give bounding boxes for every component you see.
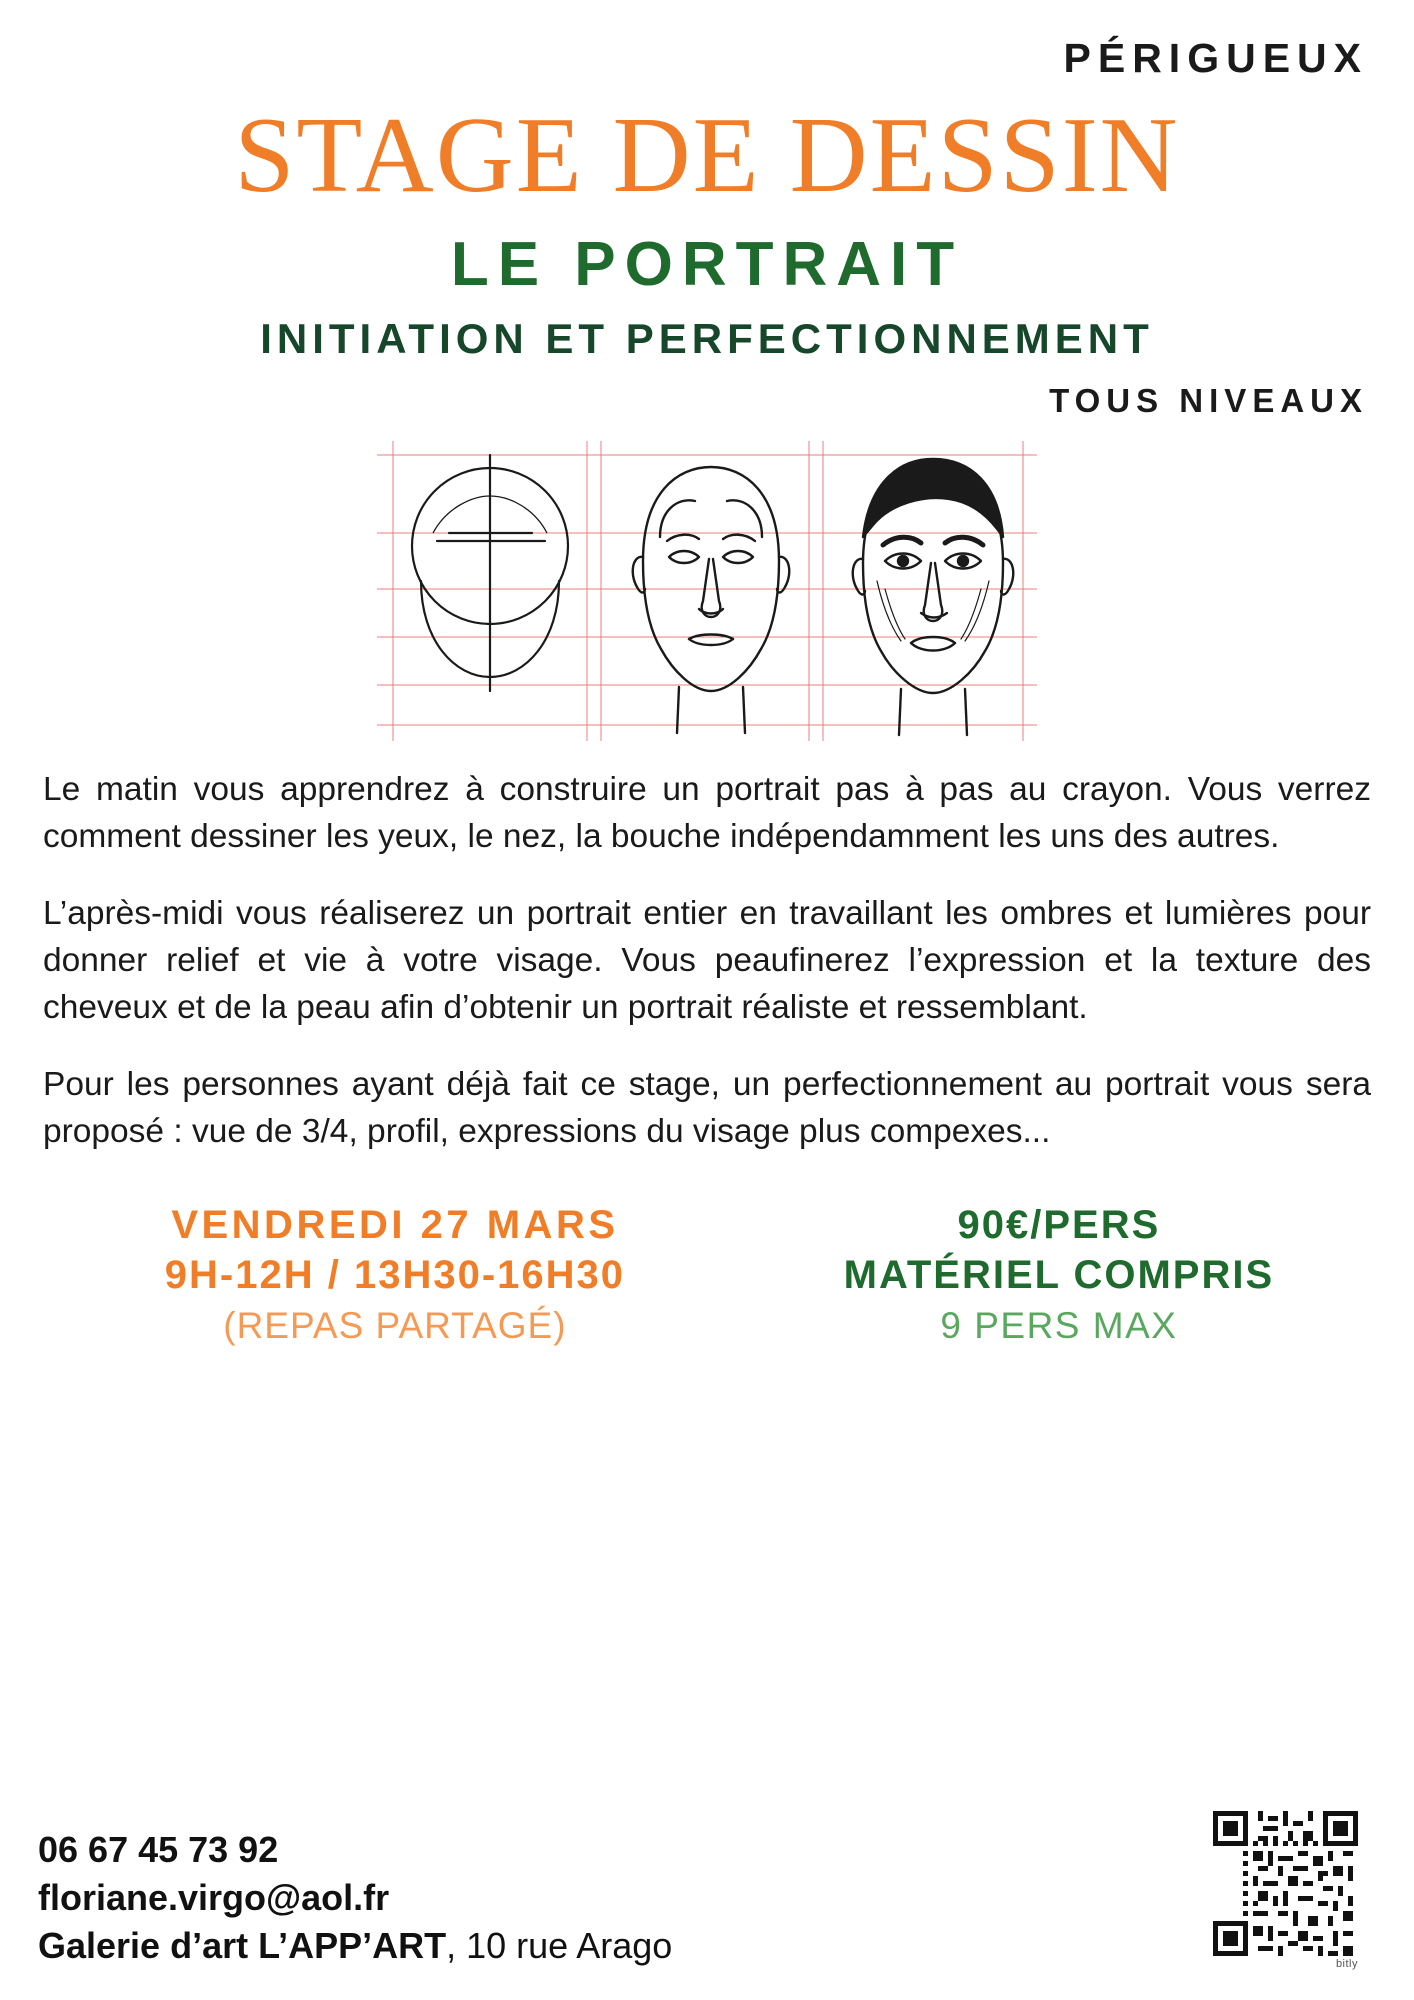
contact-block: [38, 1826, 672, 1970]
qr-caption: bitly: [1335, 1958, 1358, 1970]
face-construction-illustration: [377, 441, 1037, 741]
contact-email[interactable]: floriane.virgo@aol.fr: [38, 1877, 390, 1919]
page-subtitle: LE PORTRAIT: [450, 230, 964, 300]
levels-label: TOUS NIVEAUX: [1049, 382, 1368, 420]
gallery-address: , 10 rue Arago: [446, 1925, 673, 1967]
price-label: 90€/PERS: [957, 1202, 1161, 1247]
city-label: PÉRIGUEUX: [1063, 35, 1368, 81]
contact-phone[interactable]: 06 67 45 73 92: [38, 1829, 279, 1871]
page-subtitle-secondary: INITIATION ET PERFECTIONNEMENT: [260, 315, 1154, 363]
footer: [38, 1811, 1376, 1970]
paragraph-morning: Le matin vous apprendrez à construire un portrait pas à pas au crayon. Vous verrez comment dessiner les yeux, le nez, la bouche indépendamment les uns des autres.: [43, 771, 1371, 856]
session-hours: 9H-12H / 13H30-16H30: [164, 1252, 626, 1297]
qr-block: [1213, 1811, 1358, 1970]
schedule-block: [43, 1200, 747, 1350]
session-date: VENDREDI 27 MARS: [171, 1202, 619, 1247]
gallery-name: Galerie d’art L’APP’ART: [38, 1925, 447, 1967]
pricing-block: [747, 1200, 1371, 1350]
contact-address-line: [38, 1922, 672, 1970]
page-title: STAGE DE DESSIN: [234, 96, 1180, 215]
material-included-label: MATÉRIEL COMPRIS: [843, 1252, 1275, 1297]
meal-note: (REPAS PARTAGÉ): [223, 1304, 567, 1346]
qr-code-icon[interactable]: [1213, 1811, 1358, 1956]
illustration-container: [38, 441, 1376, 741]
capacity-label: 9 PERS MAX: [940, 1304, 1178, 1346]
paragraph-afternoon: L’après-midi vous réaliserez un portrait entier en travaillant les ombres et lumières pour donner relief et vie à votre visage. Vous peaufinerez l’expression et la texture des cheveux et de la peau afin d’obtenir un portrait réaliste et ressemblant.: [43, 895, 1371, 1026]
paragraph-advanced: Pour les personnes ayant déjà fait ce stage, un perfectionnement au portrait vous sera proposé : vue de 3/4, profil, expressions du visage plus compexes...: [43, 1065, 1371, 1150]
practical-info: [38, 1200, 1376, 1350]
description-body: [38, 767, 1376, 1155]
